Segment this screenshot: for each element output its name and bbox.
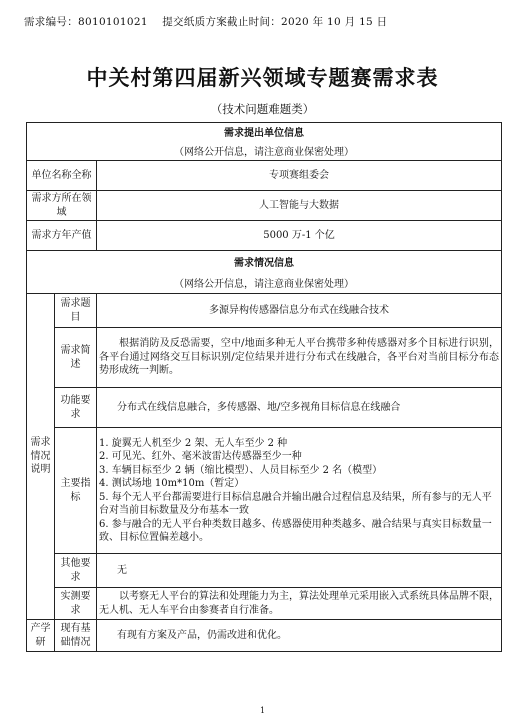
metric-item: 6. 参与融合的无人平台种类数目越多、传感器使用种类越多、融合结果与真实目标数量一致、目标位置偏差越小。: [99, 518, 492, 543]
requirement-name-value: 多源异构传感器信息分布式在线融合技术: [97, 294, 502, 328]
requirement-brief-value: 根据消防及反恐需要，空中/地面多种无人平台携带多种传感器对多个目标进行识别，各平台通过网络交互目标识别/定位结果并进行分布式在线融合，各平台对当前目标分布态势形成统一判断。: [97, 328, 502, 388]
requirement-id-line: 需求编号：8010101021 提交纸质方案截止时间：2020 年 10 月 15 日: [24, 16, 388, 28]
section-note-unit: （网络公开信息，请注意商业保密处理）: [27, 145, 502, 161]
test-value: 以考察无人平台的算法和处理能力为主，算法处理单元采用嵌入式系统具体品牌不限，无人机、无人车平台由参赛者自行准备。: [97, 588, 502, 620]
unit-name-label: 单位名称全称: [27, 161, 97, 191]
requirement-form-table: [26, 122, 502, 652]
test-label: 实测要求: [55, 588, 97, 620]
function-label: 功能要求: [55, 388, 97, 428]
function-value: 分布式在线信息融合，多传感器、地/空多视角目标信息在线融合: [97, 388, 502, 428]
domain-label: 需求方所在领域: [27, 191, 97, 221]
requirement-group-label: 需求情况说明: [27, 294, 55, 620]
metrics-label: 主要指标: [55, 428, 97, 554]
page-subtitle: （技术问题难题类）: [210, 102, 315, 116]
metric-item: 1. 旋翼无人机至少 2 架、无人车至少 2 种: [99, 437, 288, 449]
section-title-unit: 需求提出单位信息: [27, 123, 502, 145]
requirement-brief-label: 需求简述: [55, 328, 97, 388]
other-label: 其他要求: [55, 554, 97, 588]
output-value-label: 需求方年产值: [27, 221, 97, 251]
section-note-requirement: （网络公开信息，请注意商业保密处理）: [27, 277, 502, 294]
metric-item: 5. 每个无人平台都需要进行目标信息融合并输出融合过程信息及结果，所有参与的无人平台对当前目标数量及分布基本一致: [99, 491, 492, 516]
section-title-requirement: 需求情况信息: [27, 251, 502, 277]
metric-item: 2. 可见光、红外、毫米波雷达传感器至少一种: [99, 451, 302, 462]
industry-research-label: 产学研: [27, 620, 55, 652]
other-value: 无: [97, 554, 502, 588]
page-number: 1: [259, 706, 266, 715]
output-value-value: 5000 万-1 个亿: [97, 221, 502, 251]
domain-value: 人工智能与大数据: [97, 191, 502, 221]
metric-item: 4. 测试场地 10m*10m（暂定）: [99, 478, 245, 489]
page-title: 中关村第四届新兴领域专题赛需求表: [86, 66, 439, 90]
basis-label: 现有基础情况: [55, 620, 97, 652]
metric-item: 3. 车辆目标至少 2 辆（缩比模型）、人员目标至少 2 名（模型）: [99, 464, 383, 476]
metrics-list: [97, 428, 502, 554]
basis-value: 有现有方案及产品，仍需改进和优化。: [97, 620, 502, 652]
unit-name-value: 专项赛组委会: [97, 161, 502, 191]
requirement-name-label: 需求题目: [55, 294, 97, 328]
